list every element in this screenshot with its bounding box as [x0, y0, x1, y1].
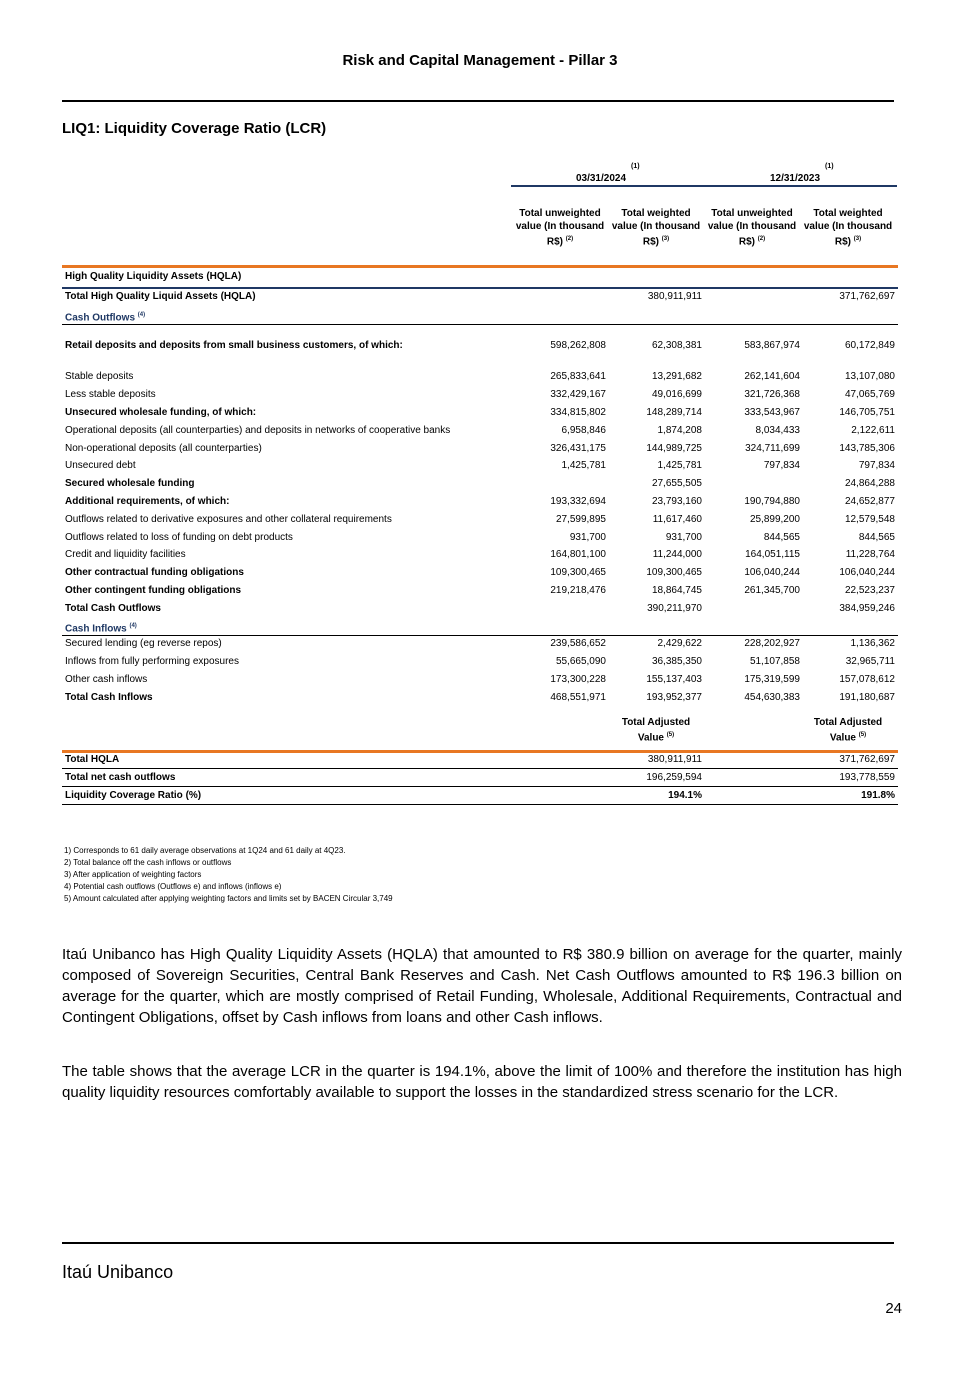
header-rule	[62, 100, 894, 102]
period1-note: (1)	[631, 163, 640, 170]
row-value: 219,218,476	[550, 585, 606, 596]
outflows-section-label: Cash Outflows $^{(4)}$	[65, 312, 146, 324]
row-value: 51,107,858	[749, 656, 800, 667]
col-header-weighted-b: Total weighted value (In thousand R$) $^{(3)}$	[803, 208, 893, 248]
col-header-unweighted-b: Total unweighted value (In thousand R$) $^{(2)}$	[707, 208, 797, 248]
row-value: 155,137,403	[646, 674, 702, 685]
row-value: 239,586,652	[550, 638, 606, 649]
table-row	[62, 671, 898, 689]
section-title: LIQ1: Liquidity Coverage Ratio (LCR)	[62, 120, 327, 137]
row-value: 384,959,246	[839, 603, 895, 614]
row-value: 196,259,594	[646, 772, 702, 783]
table-row	[62, 440, 898, 458]
row-value: 797,834	[858, 460, 895, 471]
row-label: Secured wholesale funding	[65, 478, 195, 489]
table-row	[62, 422, 898, 440]
row-value: 175,319,599	[744, 674, 800, 685]
table-row	[62, 582, 898, 600]
row-value: 11,617,460	[652, 514, 702, 525]
row-label: Other contractual funding obligations	[65, 567, 244, 578]
date-underline	[511, 185, 897, 187]
row-label: Liquidity Coverage Ratio (%)	[65, 790, 202, 801]
table-row	[62, 457, 898, 475]
row-value: 24,652,877	[844, 496, 895, 507]
row-value: 190,794,880	[744, 496, 800, 507]
row-value: 106,040,244	[839, 567, 895, 578]
row-value: 27,655,505	[651, 478, 702, 489]
row-value: 931,700	[665, 532, 702, 543]
row-value: 1,425,781	[657, 460, 702, 471]
row-value: 191,180,687	[839, 692, 895, 703]
row-label: Total Cash Outflows	[65, 603, 161, 614]
row-value: 13,107,080	[844, 371, 895, 382]
row-value: 191.8%	[861, 790, 895, 801]
row-label: Total High Quality Liquid Assets (HQLA)	[65, 291, 256, 302]
row-value: 193,332,694	[550, 496, 606, 507]
paragraph: Itaú Unibanco has High Quality Liquidity Assets (HQLA) that amounted to R$ 380.9 billion on average for the quarter, mainly composed of Sovereign Securities, Central Bank Reserves and Cash. Net Cash Outflows amounted to R$ 196.3 billion on average for the quarter, which are mostly comprised of Retail Funding, Wholesale, Additional Requirements, Contractual and Contingent Obligations, offset by Cash inflows from loans and other Cash inflows.	[62, 946, 902, 1026]
row-label: Additional requirements, of which:	[65, 496, 230, 507]
table-row	[62, 368, 898, 386]
row-value: 262,141,604	[744, 371, 800, 382]
row-label: Operational deposits (all counterparties) and deposits in networks of cooperative banks	[65, 425, 451, 436]
table-row	[62, 769, 898, 787]
row-value: 454,630,383	[744, 692, 800, 703]
row-value: 36,385,350	[651, 656, 702, 667]
row-value: 25,899,200	[749, 514, 800, 525]
row-value: 193,778,559	[839, 772, 895, 783]
row-value: 261,345,700	[744, 585, 800, 596]
row-value: 11,228,764	[845, 549, 895, 560]
table-row	[62, 386, 898, 404]
row-label: Outflows related to derivative exposures and other collateral requirements	[65, 514, 392, 525]
adjusted-header-a: Total Adjusted Value $^{(5)}$	[621, 717, 691, 744]
row-value: 2,429,622	[657, 638, 702, 649]
table-row	[62, 751, 898, 769]
row-value: 60,172,849	[844, 340, 895, 351]
page-number: 24	[885, 1300, 902, 1317]
row-value: 931,700	[569, 532, 606, 543]
row-label: Less stable deposits	[65, 389, 156, 400]
row-value: 32,965,711	[845, 656, 895, 667]
row-value: 797,834	[763, 460, 800, 471]
col-header-weighted-a: Total weighted value (In thousand R$) $^{(3)}$	[611, 208, 701, 248]
row-value: 18,864,745	[651, 585, 702, 596]
row-value: 2,122,611	[851, 425, 895, 436]
table-row	[62, 288, 898, 306]
row-label: Unsecured debt	[65, 460, 136, 471]
table-row	[62, 493, 898, 511]
row-value: 164,051,115	[745, 549, 800, 560]
table-row	[62, 511, 898, 529]
table-row	[62, 475, 898, 493]
row-value: 144,989,725	[646, 443, 702, 454]
row-value: 143,785,306	[839, 443, 895, 454]
row-value: 23,793,160	[651, 496, 702, 507]
row-value: 371,762,697	[839, 754, 895, 765]
row-label: Stable deposits	[65, 371, 134, 382]
inflows-section-label: Cash Inflows $^{(4)}$	[65, 623, 137, 635]
row-value: 164,801,100	[550, 549, 606, 560]
table-row	[62, 404, 898, 422]
inflows-section-row	[62, 617, 898, 635]
outflows-rule	[62, 324, 898, 325]
period1-date: 03/31/2024	[575, 173, 627, 184]
hqla-section-row	[62, 268, 898, 286]
row-value: 468,551,971	[550, 692, 606, 703]
paragraph: The table shows that the average LCR in the quarter is 194.1%, above the limit of 100% and therefore the institution has high quality liquidity resources comfortably available to support the losses in the standardized stress scenario for the LCR.	[62, 1063, 902, 1101]
table-row	[62, 529, 898, 547]
row-value: 148,289,714	[646, 407, 702, 418]
row-label: Total Cash Inflows	[65, 692, 153, 703]
row-value: 1,136,362	[850, 638, 895, 649]
row-label: Secured lending (eg reverse repos)	[65, 638, 222, 649]
row-value: 844,565	[763, 532, 800, 543]
row-label: Non-operational deposits (all counterparties)	[65, 443, 262, 454]
row-value: 324,711,699	[745, 443, 800, 454]
row-value: 390,211,970	[647, 603, 702, 614]
row-value: 1,874,208	[657, 425, 702, 436]
row-label: Unsecured wholesale funding, of which:	[65, 407, 257, 418]
table-row	[62, 635, 898, 653]
lcr-rule	[62, 804, 898, 805]
row-value: 8,034,433	[755, 425, 800, 436]
row-value: 173,300,228	[550, 674, 606, 685]
row-value: 62,308,381	[651, 340, 702, 351]
row-value: 146,705,751	[839, 407, 895, 418]
row-value: 27,599,895	[555, 514, 606, 525]
table-row	[62, 653, 898, 671]
row-value: 321,726,368	[744, 389, 800, 400]
period2-note: (1)	[825, 163, 834, 170]
row-value: 371,762,697	[839, 291, 895, 302]
row-label: Retail deposits and deposits from small business customers, of which:	[65, 340, 403, 351]
row-value: 380,911,911	[647, 754, 702, 765]
row-value: 55,665,090	[555, 656, 606, 667]
row-value: 228,202,927	[744, 638, 800, 649]
adjusted-header-b: Total Adjusted Value $^{(5)}$	[813, 717, 883, 744]
row-label: Credit and liquidity facilities	[65, 549, 186, 560]
row-value: 844,565	[858, 532, 895, 543]
table-row	[62, 564, 898, 582]
table-row	[62, 689, 898, 707]
row-value: 6,958,846	[561, 425, 606, 436]
row-value: 109,300,465	[550, 567, 606, 578]
row-value: 332,429,167	[550, 389, 606, 400]
table-row	[62, 787, 898, 805]
col-header-unweighted-a: Total unweighted value (In thousand R$) $^{(2)}$	[515, 208, 605, 248]
row-value: 193,952,377	[646, 692, 702, 703]
row-value: 22,523,237	[844, 585, 895, 596]
row-value: 326,431,175	[550, 443, 606, 454]
row-value: 49,016,699	[651, 389, 702, 400]
footnote: 5) Amount calculated after applying weighting factors and limits set by BACEN Circular 3,749	[64, 894, 393, 903]
footer-rule	[62, 1242, 894, 1244]
outflows-section-row	[62, 306, 898, 324]
footer-org: Itaú Unibanco	[62, 1262, 174, 1282]
hqla-section-label: High Quality Liquidity Assets (HQLA)	[65, 271, 242, 282]
row-value: 194.1%	[668, 790, 702, 801]
row-value: 47,065,769	[844, 389, 895, 400]
row-label: Other contingent funding obligations	[65, 585, 242, 596]
footnotes	[64, 845, 393, 905]
footnote: 2) Total balance off the cash inflows or outflows	[64, 858, 232, 867]
row-value: 13,291,682	[651, 371, 702, 382]
footnote: 1) Corresponds to 61 daily average observations at 1Q24 and 61 daily at 4Q23.	[64, 846, 346, 855]
table-row	[62, 600, 898, 618]
row-value: 598,262,808	[550, 340, 606, 351]
row-value: 106,040,244	[744, 567, 800, 578]
row-label: Inflows from fully performing exposures	[65, 656, 239, 667]
row-value: 265,833,641	[550, 371, 606, 382]
table-row	[62, 546, 898, 564]
row-label: Total HQLA	[65, 754, 120, 765]
row-value: 333,543,967	[744, 407, 800, 418]
row-label: Total net cash outflows	[65, 772, 176, 783]
row-value: 583,867,974	[744, 340, 800, 351]
row-value: 12,579,548	[844, 514, 895, 525]
page-header: Risk and Capital Management - Pillar 3	[342, 52, 618, 69]
row-value: 11,244,000	[652, 549, 702, 560]
row-value: 1,425,781	[561, 460, 606, 471]
table-row	[62, 337, 898, 355]
row-value: 109,300,465	[646, 567, 702, 578]
row-value: 157,078,612	[839, 674, 895, 685]
period2-date: 12/31/2023	[769, 173, 821, 184]
footnote: 3) After application of weighting factors	[64, 870, 202, 879]
row-value: 380,911,911	[647, 291, 702, 302]
footnote: 4) Potential cash outflows (Outflows e) and inflows (inflows e)	[64, 882, 282, 891]
row-value: 334,815,802	[550, 407, 606, 418]
row-value: 24,864,288	[844, 478, 895, 489]
row-label: Outflows related to loss of funding on debt products	[65, 532, 293, 543]
row-label: Other cash inflows	[65, 674, 148, 685]
